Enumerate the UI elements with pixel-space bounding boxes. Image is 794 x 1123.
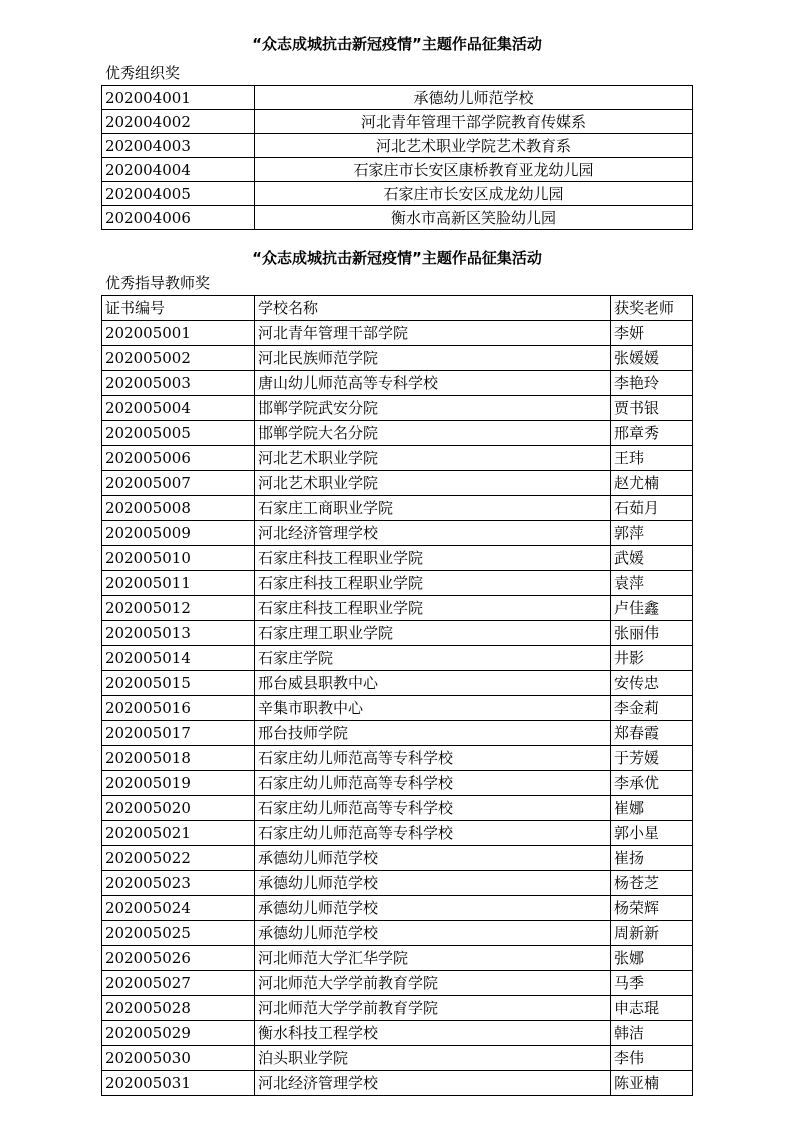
teacher-name-cell: 杨苍芝 <box>611 871 693 896</box>
teacher-name-cell: 马季 <box>611 971 693 996</box>
cert-number-cell: 202005031 <box>102 1071 255 1096</box>
cert-number-cell: 202005027 <box>102 971 255 996</box>
teacher-name-cell: 石茹月 <box>611 496 693 521</box>
teacher-name-cell: 贾书银 <box>611 396 693 421</box>
section2-subtitle: 优秀指导教师奖 <box>105 274 211 292</box>
table-row <box>102 182 693 206</box>
table-row <box>102 721 693 746</box>
organization-cell: 河北青年管理干部学院教育传媒系 <box>255 110 693 134</box>
teacher-name-cell: 李金莉 <box>611 696 693 721</box>
table-row <box>102 158 693 182</box>
school-name-cell: 石家庄幼儿师范高等专科学校 <box>255 796 611 821</box>
table-row <box>102 821 693 846</box>
table-row <box>102 421 693 446</box>
teacher-name-cell: 李艳玲 <box>611 371 693 396</box>
table-row <box>102 521 693 546</box>
cert-number-cell: 202005006 <box>102 446 255 471</box>
cert-number-cell: 202005011 <box>102 571 255 596</box>
school-name-cell: 唐山幼儿师范高等专科学校 <box>255 371 611 396</box>
school-name-cell: 承德幼儿师范学校 <box>255 846 611 871</box>
cert-number-cell: 202005030 <box>102 1046 255 1071</box>
cert-number-cell: 202005010 <box>102 546 255 571</box>
cert-number-cell: 202004006 <box>102 206 255 230</box>
teacher-name-cell: 张媛媛 <box>611 346 693 371</box>
teacher-name-cell: 卢佳鑫 <box>611 596 693 621</box>
cert-number-cell: 202005022 <box>102 846 255 871</box>
cert-number-cell: 202005004 <box>102 396 255 421</box>
cert-number-cell: 202005014 <box>102 646 255 671</box>
cert-number-cell: 202004004 <box>102 158 255 182</box>
table-row <box>102 621 693 646</box>
teacher-name-cell: 赵尤楠 <box>611 471 693 496</box>
cert-number-cell: 202004001 <box>102 86 255 110</box>
school-name-cell: 河北民族师范学院 <box>255 346 611 371</box>
teacher-name-cell: 安传忠 <box>611 671 693 696</box>
table-row <box>102 346 693 371</box>
cert-number-cell: 202005016 <box>102 696 255 721</box>
table-row <box>102 206 693 230</box>
teacher-name-cell: 武媛 <box>611 546 693 571</box>
cert-number-cell: 202005029 <box>102 1021 255 1046</box>
teacher-name-cell: 陈亚楠 <box>611 1071 693 1096</box>
teacher-name-cell: 李妍 <box>611 321 693 346</box>
teacher-name-cell: 邢章秀 <box>611 421 693 446</box>
table-row <box>102 771 693 796</box>
organization-cell: 河北艺术职业学院艺术教育系 <box>255 134 693 158</box>
table-row <box>102 471 693 496</box>
school-name-cell: 泊头职业学院 <box>255 1046 611 1071</box>
cert-number-cell: 202005005 <box>102 421 255 446</box>
table-row <box>102 996 693 1021</box>
table-row <box>102 971 693 996</box>
cert-number-cell: 202005013 <box>102 621 255 646</box>
school-name-cell: 河北经济管理学校 <box>255 521 611 546</box>
school-name-cell: 河北师范大学学前教育学院 <box>255 971 611 996</box>
table-row <box>102 1071 693 1096</box>
table-row <box>102 921 693 946</box>
table-row <box>102 846 693 871</box>
teacher-name-cell: 袁萍 <box>611 571 693 596</box>
school-name-cell: 石家庄科技工程职业学院 <box>255 596 611 621</box>
cert-number-cell: 202005028 <box>102 996 255 1021</box>
table-row <box>102 696 693 721</box>
cert-number-cell: 202005009 <box>102 521 255 546</box>
cert-number-cell: 202005008 <box>102 496 255 521</box>
teacher-name-cell: 李承优 <box>611 771 693 796</box>
organization-cell: 承德幼儿师范学校 <box>255 86 693 110</box>
organization-cell: 衡水市高新区笑脸幼儿园 <box>255 206 693 230</box>
cert-number-cell: 202005017 <box>102 721 255 746</box>
section2-title: “众志成城抗击新冠疫情”主题作品征集活动 <box>252 249 542 267</box>
table-row <box>102 396 693 421</box>
cert-number-cell: 202004003 <box>102 134 255 158</box>
teacher-name-cell: 崔扬 <box>611 846 693 871</box>
school-name-cell: 石家庄理工职业学院 <box>255 621 611 646</box>
cert-number-cell: 202005025 <box>102 921 255 946</box>
teacher-name-cell: 周新新 <box>611 921 693 946</box>
school-name-cell: 石家庄幼儿师范高等专科学校 <box>255 746 611 771</box>
cert-number-cell: 202005018 <box>102 746 255 771</box>
table-row <box>102 896 693 921</box>
cert-number-cell: 202005019 <box>102 771 255 796</box>
cert-number-cell: 202004005 <box>102 182 255 206</box>
organization-award-table <box>101 85 693 230</box>
table-row <box>102 1046 693 1071</box>
cert-number-cell: 202005002 <box>102 346 255 371</box>
table-row <box>102 1021 693 1046</box>
cert-number-cell: 202005003 <box>102 371 255 396</box>
header-school-name: 学校名称 <box>255 296 611 321</box>
table-row <box>102 571 693 596</box>
school-name-cell: 衡水科技工程学校 <box>255 1021 611 1046</box>
teacher-name-cell: 郑春霞 <box>611 721 693 746</box>
school-name-cell: 河北青年管理干部学院 <box>255 321 611 346</box>
school-name-cell: 承德幼儿师范学校 <box>255 871 611 896</box>
table-header-row <box>102 296 693 321</box>
table-row <box>102 646 693 671</box>
school-name-cell: 承德幼儿师范学校 <box>255 921 611 946</box>
teacher-name-cell: 郭萍 <box>611 521 693 546</box>
table-row <box>102 110 693 134</box>
teacher-name-cell: 杨荣辉 <box>611 896 693 921</box>
cert-number-cell: 202004002 <box>102 110 255 134</box>
school-name-cell: 石家庄工商职业学院 <box>255 496 611 521</box>
organization-cell: 石家庄市长安区成龙幼儿园 <box>255 182 693 206</box>
table-row <box>102 671 693 696</box>
table-row <box>102 546 693 571</box>
table-row <box>102 871 693 896</box>
section1-subtitle: 优秀组织奖 <box>105 64 181 82</box>
teacher-name-cell: 崔娜 <box>611 796 693 821</box>
table-row <box>102 321 693 346</box>
teacher-name-cell: 郭小星 <box>611 821 693 846</box>
table-row <box>102 86 693 110</box>
school-name-cell: 河北经济管理学校 <box>255 1071 611 1096</box>
school-name-cell: 河北师范大学学前教育学院 <box>255 996 611 1021</box>
table-row <box>102 371 693 396</box>
cert-number-cell: 202005024 <box>102 896 255 921</box>
cert-number-cell: 202005015 <box>102 671 255 696</box>
organization-cell: 石家庄市长安区康桥教育亚龙幼儿园 <box>255 158 693 182</box>
table-row <box>102 946 693 971</box>
cert-number-cell: 202005021 <box>102 821 255 846</box>
school-name-cell: 邯郸学院武安分院 <box>255 396 611 421</box>
teacher-name-cell: 王玮 <box>611 446 693 471</box>
teacher-name-cell: 申志琨 <box>611 996 693 1021</box>
school-name-cell: 河北师范大学汇华学院 <box>255 946 611 971</box>
school-name-cell: 石家庄科技工程职业学院 <box>255 571 611 596</box>
table-row <box>102 796 693 821</box>
school-name-cell: 邢台威县职教中心 <box>255 671 611 696</box>
school-name-cell: 石家庄学院 <box>255 646 611 671</box>
cert-number-cell: 202005007 <box>102 471 255 496</box>
teacher-name-cell: 于芳媛 <box>611 746 693 771</box>
school-name-cell: 石家庄幼儿师范高等专科学校 <box>255 771 611 796</box>
cert-number-cell: 202005012 <box>102 596 255 621</box>
school-name-cell: 承德幼儿师范学校 <box>255 896 611 921</box>
header-cert-number: 证书编号 <box>102 296 255 321</box>
teacher-name-cell: 张娜 <box>611 946 693 971</box>
teacher-name-cell: 张丽伟 <box>611 621 693 646</box>
section1-title: “众志成城抗击新冠疫情”主题作品征集活动 <box>252 35 542 53</box>
school-name-cell: 河北艺术职业学院 <box>255 471 611 496</box>
school-name-cell: 石家庄科技工程职业学院 <box>255 546 611 571</box>
table-row <box>102 496 693 521</box>
table-row <box>102 134 693 158</box>
cert-number-cell: 202005001 <box>102 321 255 346</box>
cert-number-cell: 202005023 <box>102 871 255 896</box>
table-row <box>102 596 693 621</box>
table-row <box>102 746 693 771</box>
header-teacher: 获奖老师 <box>611 296 693 321</box>
school-name-cell: 邯郸学院大名分院 <box>255 421 611 446</box>
school-name-cell: 邢台技师学院 <box>255 721 611 746</box>
teacher-name-cell: 韩洁 <box>611 1021 693 1046</box>
table-row <box>102 446 693 471</box>
school-name-cell: 辛集市职教中心 <box>255 696 611 721</box>
teacher-name-cell: 李伟 <box>611 1046 693 1071</box>
teacher-award-table <box>101 295 693 1096</box>
school-name-cell: 石家庄幼儿师范高等专科学校 <box>255 821 611 846</box>
cert-number-cell: 202005026 <box>102 946 255 971</box>
teacher-name-cell: 井影 <box>611 646 693 671</box>
school-name-cell: 河北艺术职业学院 <box>255 446 611 471</box>
cert-number-cell: 202005020 <box>102 796 255 821</box>
